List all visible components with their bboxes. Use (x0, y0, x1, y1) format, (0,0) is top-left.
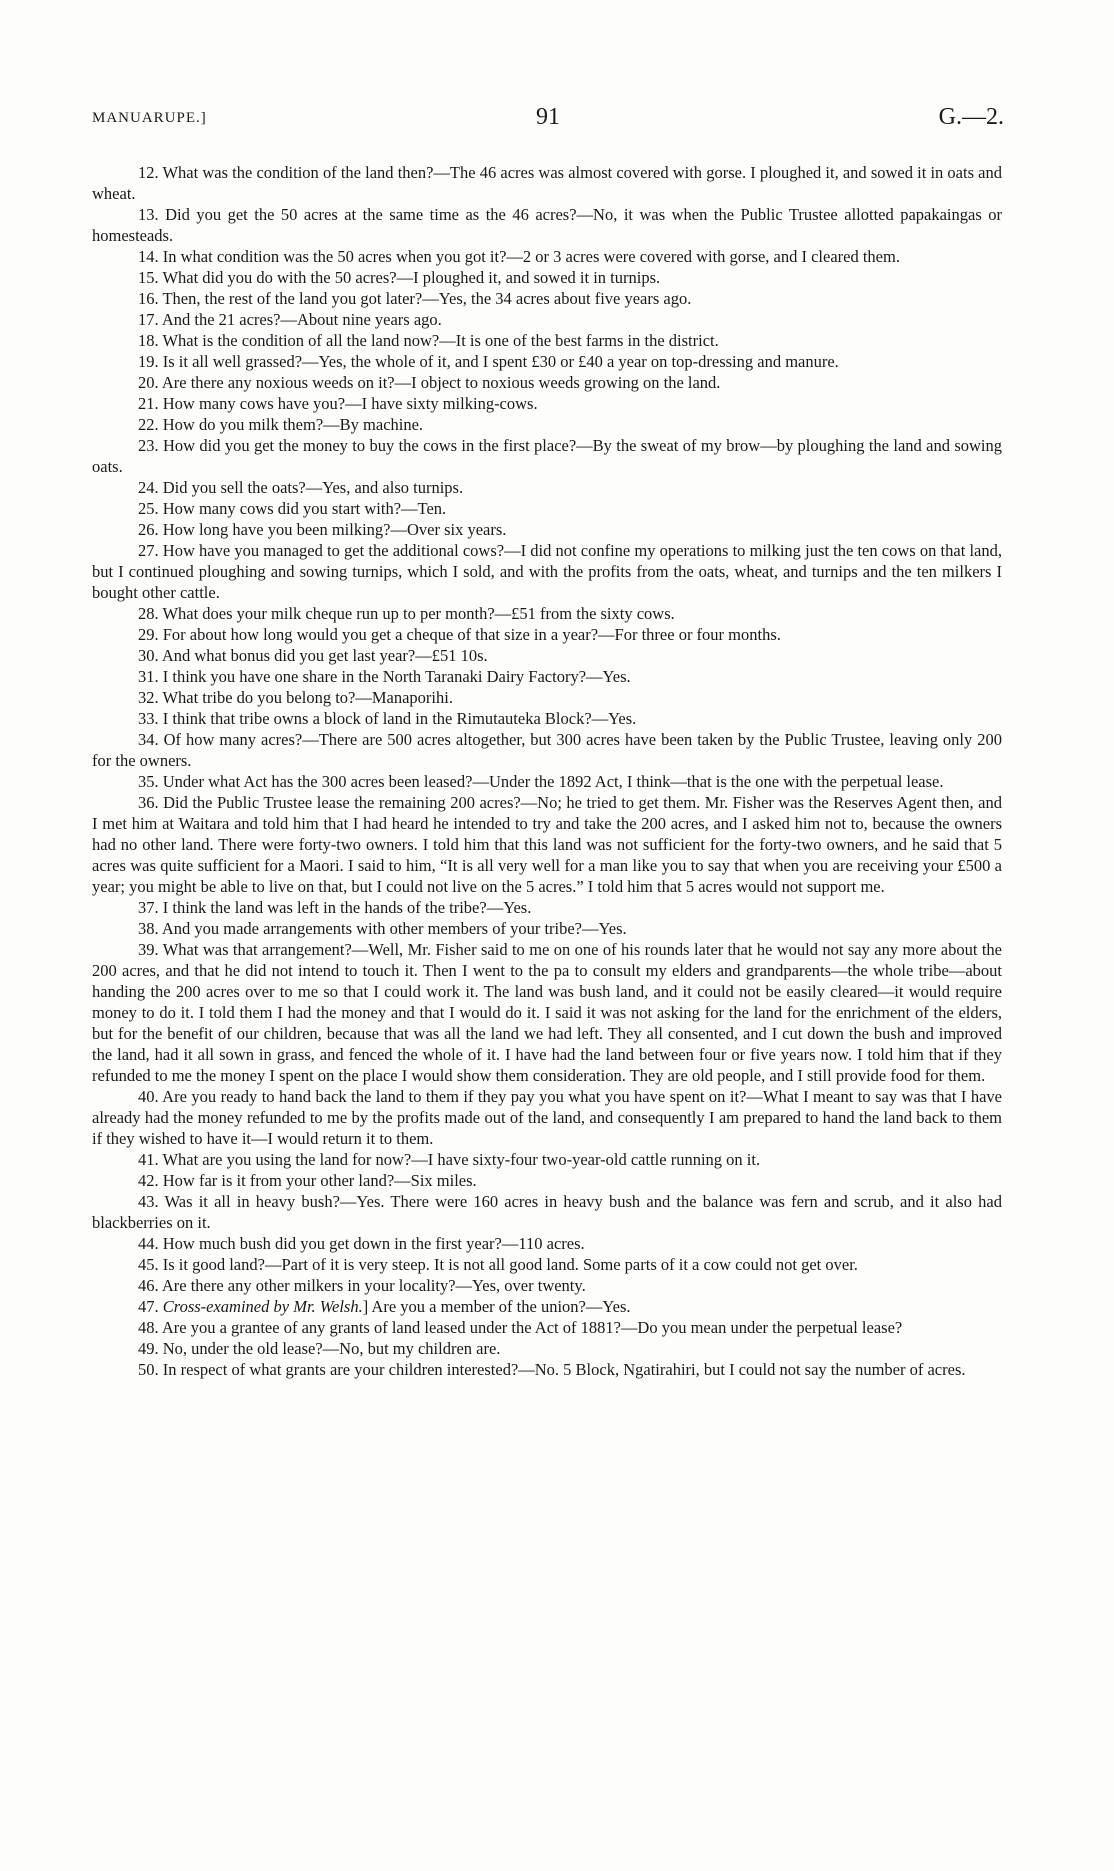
paragraph-49: 49. No, under the old lease?—No, but my children are. (138, 1339, 501, 1358)
paragraph-13: 13. Did you get the 50 acres at the same time as the 46 acres?—No, it was when the Public Trustee allotted papakaingas or homesteads. (92, 205, 1002, 245)
paragraph-30: 30. And what bonus did you get last year?—£51 10s. (138, 646, 488, 665)
paragraph-43: 43. Was it all in heavy bush?—Yes. There were 160 acres in heavy bush and the balance was fern and scrub, and it also had blackberries on it. (92, 1192, 1002, 1232)
paragraph-50: 50. In respect of what grants are your children interested?—No. 5 Block, Ngatirahiri, but I could not say the number of acres. (138, 1360, 966, 1379)
paragraph-22: 22. How do you milk them?—By machine. (138, 415, 424, 434)
running-head-left: MANUARUPE.] (92, 110, 207, 126)
paragraph-36: 36. Did the Public Trustee lease the remaining 200 acres?—No; he tried to get them. Mr. Fisher was the Reserves Agent then, and I met him at Waitara and told him that I had heard he intended to try and take the 200 acres, and I asked him not to, because the owners had no other land. There were forty-two owners. I told him that this land was not sufficient for the forty-two owners, and he said that 5 acres was quite sufficient for a Maori. I said to him, “It is all very well for a man like you to say that when you are receiving your £500 a year; you might be able to live on that, but I could not live on the 5 acres.” I told him that 5 acres would not support me. (92, 793, 1002, 896)
paragraph-18: 18. What is the condition of all the land now?—It is one of the best farms in the district. (138, 331, 719, 350)
paragraph-14: 14. In what condition was the 50 acres when you got it?—2 or 3 acres were covered with gorse, and I cleared them. (138, 247, 900, 266)
paragraph-27: 27. How have you managed to get the additional cows?—I did not confine my operations to milking just the ten cows on that land, but I continued ploughing and sowing turnips, which I sold, and with the profits from the oats, wheat, and turnips and the ten milkers I bought other cattle. (92, 541, 1002, 602)
paragraph-16: 16. Then, the rest of the land you got later?—Yes, the 34 acres about five years ago. (138, 289, 692, 308)
paragraph-39: 39. What was that arrangement?—Well, Mr. Fisher said to me on one of his rounds later that he would not say any more about the 200 acres, and that he did not intend to touch it. Then I went to the pa to consult my elders and grandparents—the whole tribe—about handing the 200 acres over to me so that I could work it. The land was bush land, and it could not be easily cleared—it would require money to do it. I told them I had the money and that I would do it. I said it was not asking for the land for the enrichment of the elders, but for the benefit of our children, because that was all the land we had left. They all consented, and I cut down the bush and improved the land, had it all sown in grass, and fenced the whole of it. I have had the land between four or five years now. I told him that if they refunded to me the money I spent on the place I would show them consideration. They are old people, and I still provide food for them. (92, 940, 1002, 1085)
paragraph-15: 15. What did you do with the 50 acres?—I ploughed it, and sowed it in turnips. (138, 268, 661, 287)
paragraph-47-number: 47. (138, 1297, 163, 1316)
paragraph-25: 25. How many cows did you start with?—Ten. (138, 499, 447, 518)
paragraph-17: 17. And the 21 acres?—About nine years ago. (138, 310, 442, 329)
paragraph-47-cross-examination: Cross-examined by Mr. Welsh. (162, 1297, 363, 1316)
document-reference: G.—2. (938, 104, 1004, 130)
paragraph-20: 20. Are there any noxious weeds on it?—I object to noxious weeds growing on the land. (138, 373, 721, 392)
paragraph-35: 35. Under what Act has the 300 acres been leased?—Under the 1892 Act, I think—that is the one with the perpetual lease. (138, 772, 944, 791)
paragraph-44: 44. How much bush did you get down in the first year?—110 acres. (138, 1234, 585, 1253)
paragraph-41: 41. What are you using the land for now?—I have sixty-four two-year-old cattle running on it. (138, 1150, 761, 1169)
testimony-body (92, 162, 1002, 1380)
paragraph-12: 12. What was the condition of the land then?—The 46 acres was almost covered with gorse. I ploughed it, and sowed it in oats and wheat. (92, 163, 1002, 203)
paragraph-19: 19. Is it all well grassed?—Yes, the whole of it, and I spent £30 or £40 a year on top-dressing and manure. (138, 352, 839, 371)
page-number: 91 (536, 104, 560, 130)
paragraph-28: 28. What does your milk cheque run up to per month?—£51 from the sixty cows. (138, 604, 675, 623)
paragraph-40: 40. Are you ready to hand back the land to them if they pay you what you have spent on it?—What I meant to say was that I have already had the money refunded to me by the profits made out of the land, and consequently I am prepared to hand the land back to them if they wished to have it—I would return it to them. (92, 1087, 1002, 1148)
paragraph-26: 26. How long have you been milking?—Over six years. (138, 520, 507, 539)
paragraph-33: 33. I think that tribe owns a block of land in the Rimutauteka Block?—Yes. (138, 709, 637, 728)
paragraph-38: 38. And you made arrangements with other members of your tribe?—Yes. (138, 919, 627, 938)
paragraph-42: 42. How far is it from your other land?—Six miles. (138, 1171, 477, 1190)
paragraph-45: 45. Is it good land?—Part of it is very steep. It is not all good land. Some parts of it a cow could not get over. (138, 1255, 858, 1274)
paragraph-34: 34. Of how many acres?—There are 500 acres altogether, but 300 acres have been taken by the Public Trustee, leaving only 200 for the owners. (92, 730, 1002, 770)
paragraph-32: 32. What tribe do you belong to?—Manaporihi. (138, 688, 453, 707)
paragraph-23: 23. How did you get the money to buy the cows in the first place?—By the sweat of my brow—by ploughing the land and sowing oats. (92, 436, 1002, 476)
paragraph-48: 48. Are you a grantee of any grants of land leased under the Act of 1881?—Do you mean under the perpetual lease? (138, 1318, 903, 1337)
paragraph-37: 37. I think the land was left in the hands of the tribe?—Yes. (138, 898, 532, 917)
paragraph-21: 21. How many cows have you?—I have sixty milking-cows. (138, 394, 538, 413)
page-header (92, 104, 1004, 134)
paragraph-31: 31. I think you have one share in the North Taranaki Dairy Factory?—Yes. (138, 667, 631, 686)
paragraph-24: 24. Did you sell the oats?—Yes, and also turnips. (138, 478, 464, 497)
paragraph-47-text: ] Are you a member of the union?—Yes. (362, 1297, 631, 1316)
paragraph-46: 46. Are there any other milkers in your locality?—Yes, over twenty. (138, 1276, 586, 1295)
paragraph-47 (92, 1296, 1002, 1317)
paragraph-29: 29. For about how long would you get a cheque of that size in a year?—For three or four months. (138, 625, 781, 644)
